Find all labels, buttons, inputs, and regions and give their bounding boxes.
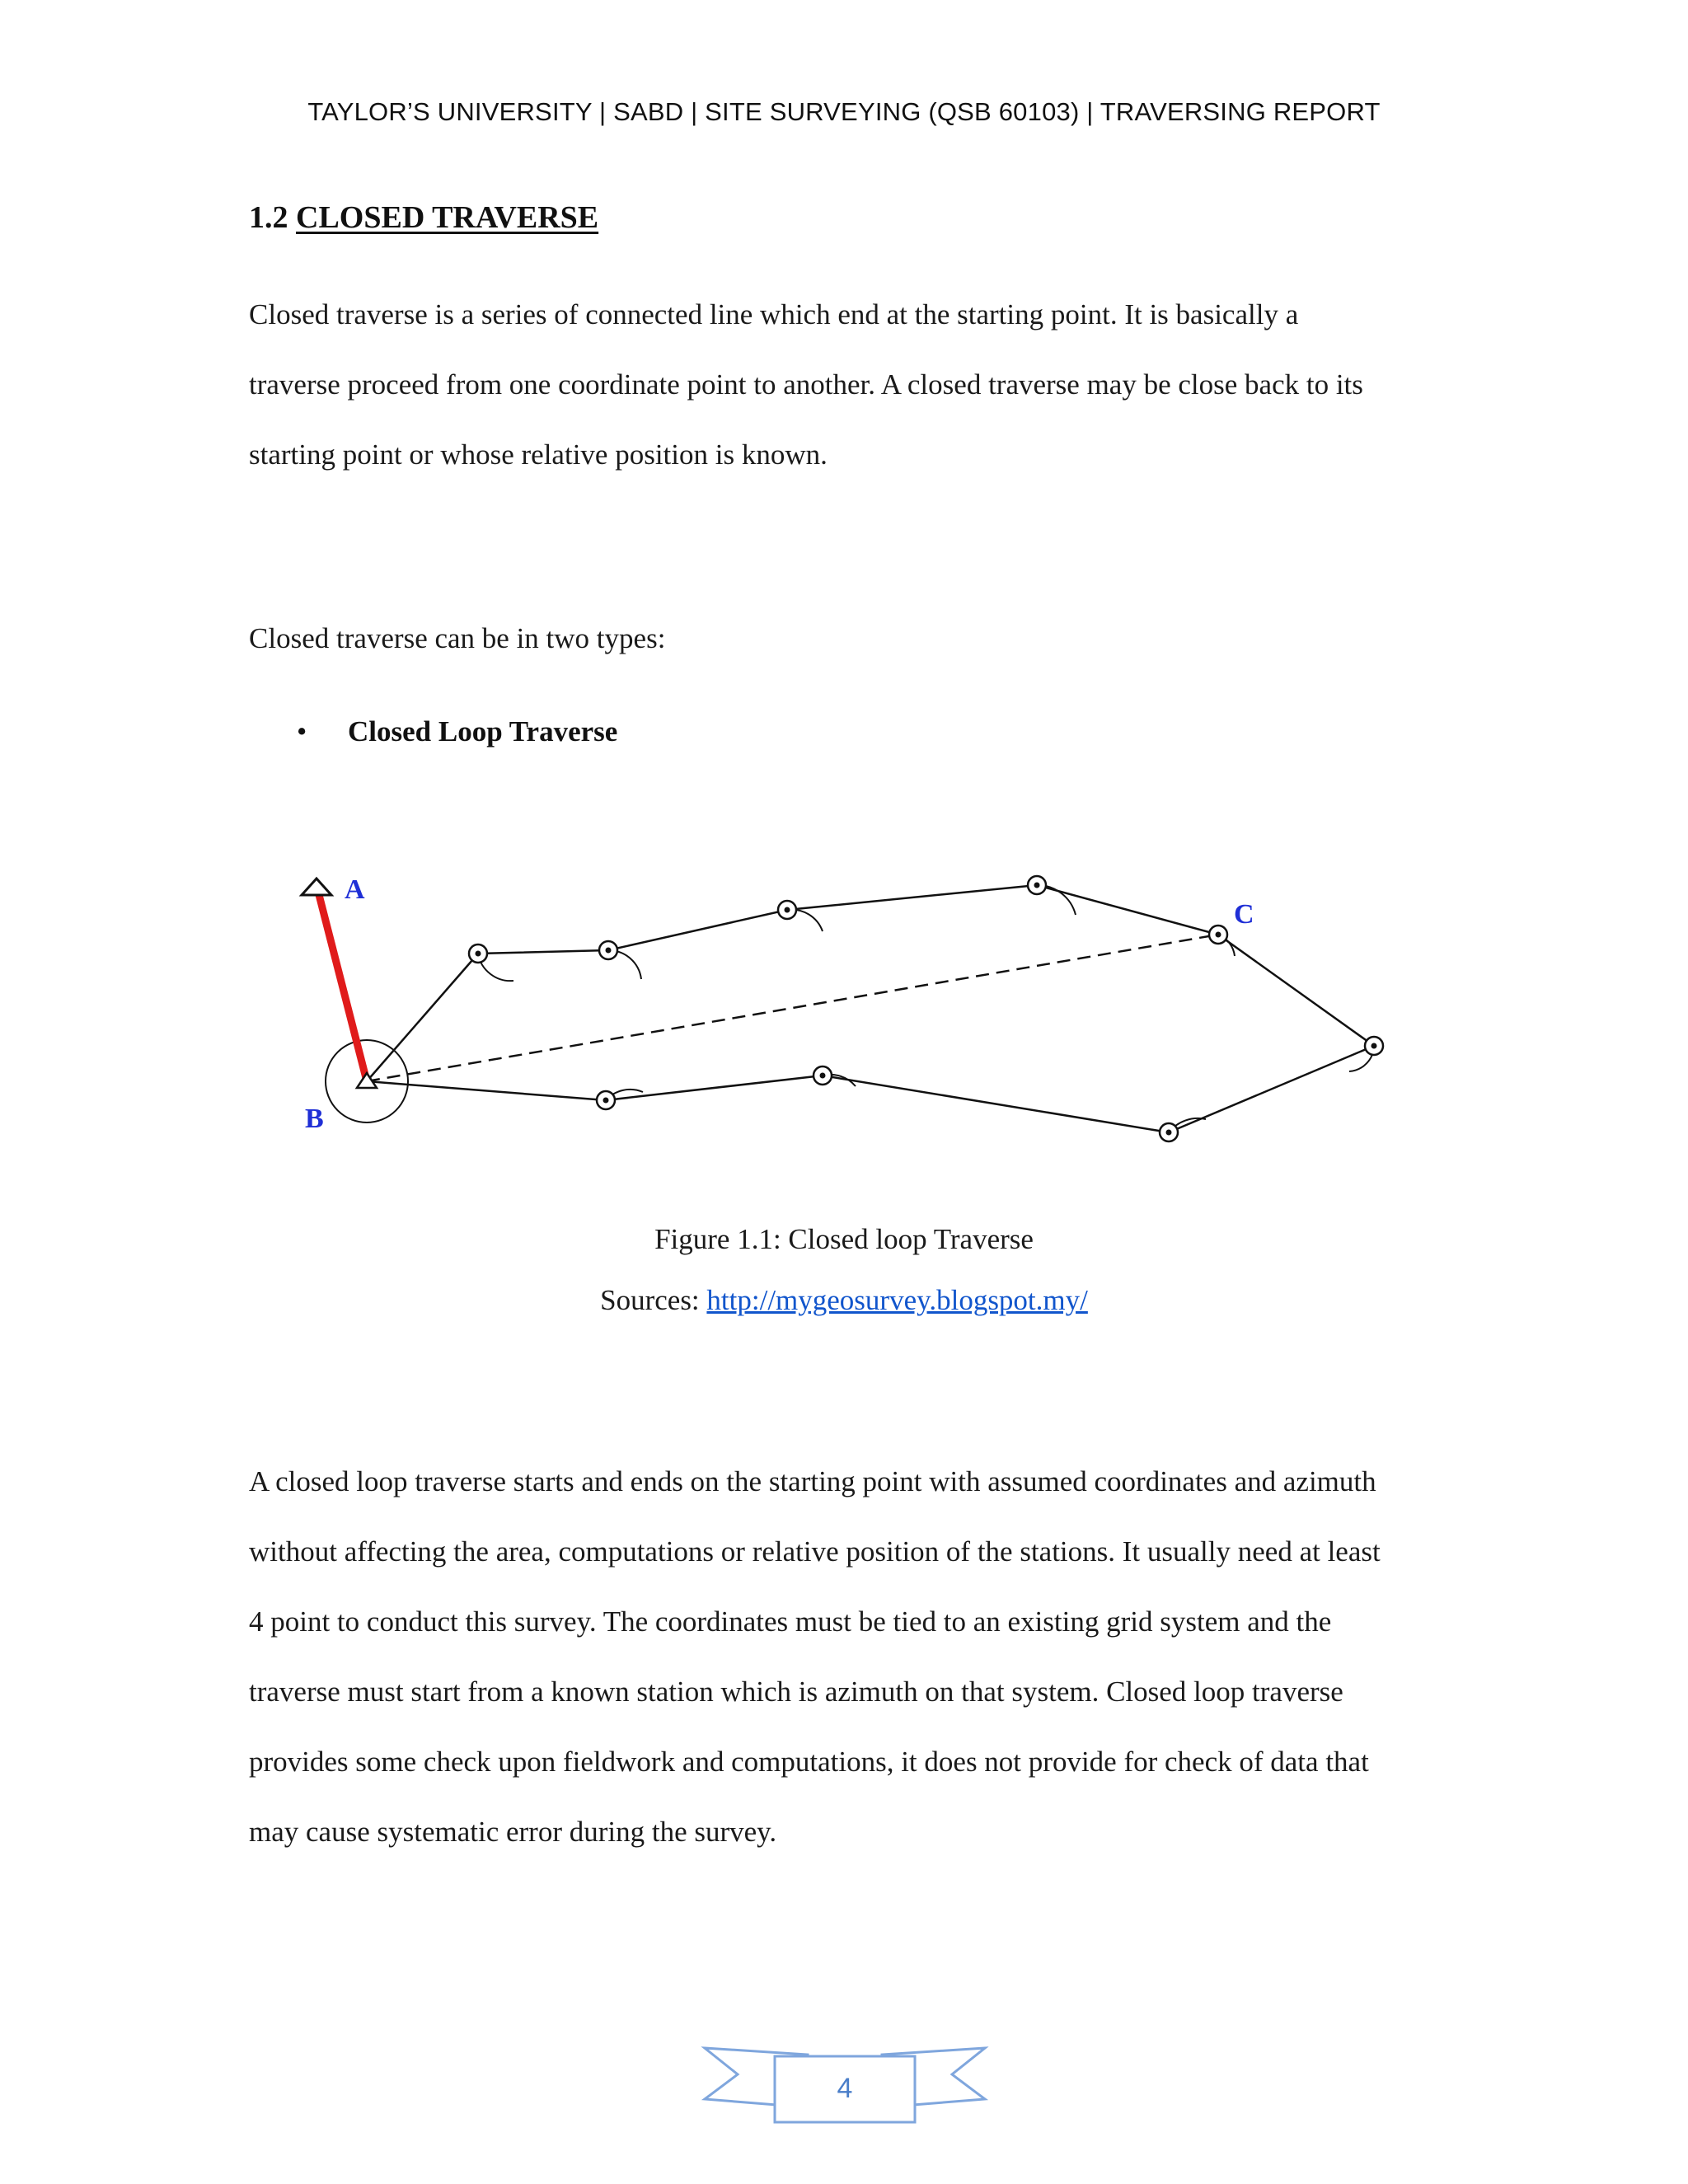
text-line: Closed traverse can be in two types: [249,622,666,654]
text-line: 4 point to conduct this survey. The coordinates must be tied to an existing grid system and the [249,1605,1332,1638]
section-title: CLOSED TRAVERSE [296,200,599,235]
bullet-dot-icon: • [297,715,307,748]
text-line: Closed traverse is a series of connected line which end at the starting point. It is basically a [249,298,1299,330]
page-number-banner [701,2040,989,2130]
bullet-label: Closed Loop Traverse [348,715,618,748]
text-line: provides some check upon fieldwork and computations, it does not provide for check of data that [249,1746,1369,1778]
text-line: traverse proceed from one coordinate point to another. A closed traverse may be close back to its [249,368,1363,401]
label-b: B [305,1104,324,1134]
figure-caption: Figure 1.1: Closed loop Traverse [654,1223,1034,1255]
text-line: A closed loop traverse starts and ends on the starting point with assumed coordinates and azimuth [249,1465,1376,1497]
closed-loop-traverse-figure [280,857,1401,1170]
types-intro [249,603,1452,673]
text-line: starting point or whose relative position is known. [249,438,828,471]
figure-source [0,1284,1688,1317]
text-line: may cause systematic error during the survey. [249,1816,777,1848]
intro-paragraph [249,279,1452,490]
bullet-item [297,715,617,748]
source-label: Sources: [600,1284,700,1316]
label-a: A [345,874,365,905]
page-number: 4 [837,2073,853,2104]
traverse-lines [367,885,1374,1132]
text-line: without affecting the area, computations or relative position of the stations. It usually need at least [249,1535,1381,1568]
section-number: 1.2 [249,200,288,235]
angle-arcs [326,885,1374,1132]
text-line: traverse must start from a known station which is azimuth on that system. Closed loop traverse [249,1675,1343,1708]
section-heading [249,199,598,236]
azimuth-line [316,885,367,1081]
triangle-icon [302,879,331,895]
body-paragraph [249,1446,1452,1867]
label-c: C [1234,899,1254,930]
source-link[interactable]: http://mygeosurvey.blogspot.my/ [706,1284,1088,1316]
running-header: TAYLOR’S UNIVERSITY | SABD | SITE SURVEYING (QSB 60103) | TRAVERSING REPORT [307,97,1381,126]
